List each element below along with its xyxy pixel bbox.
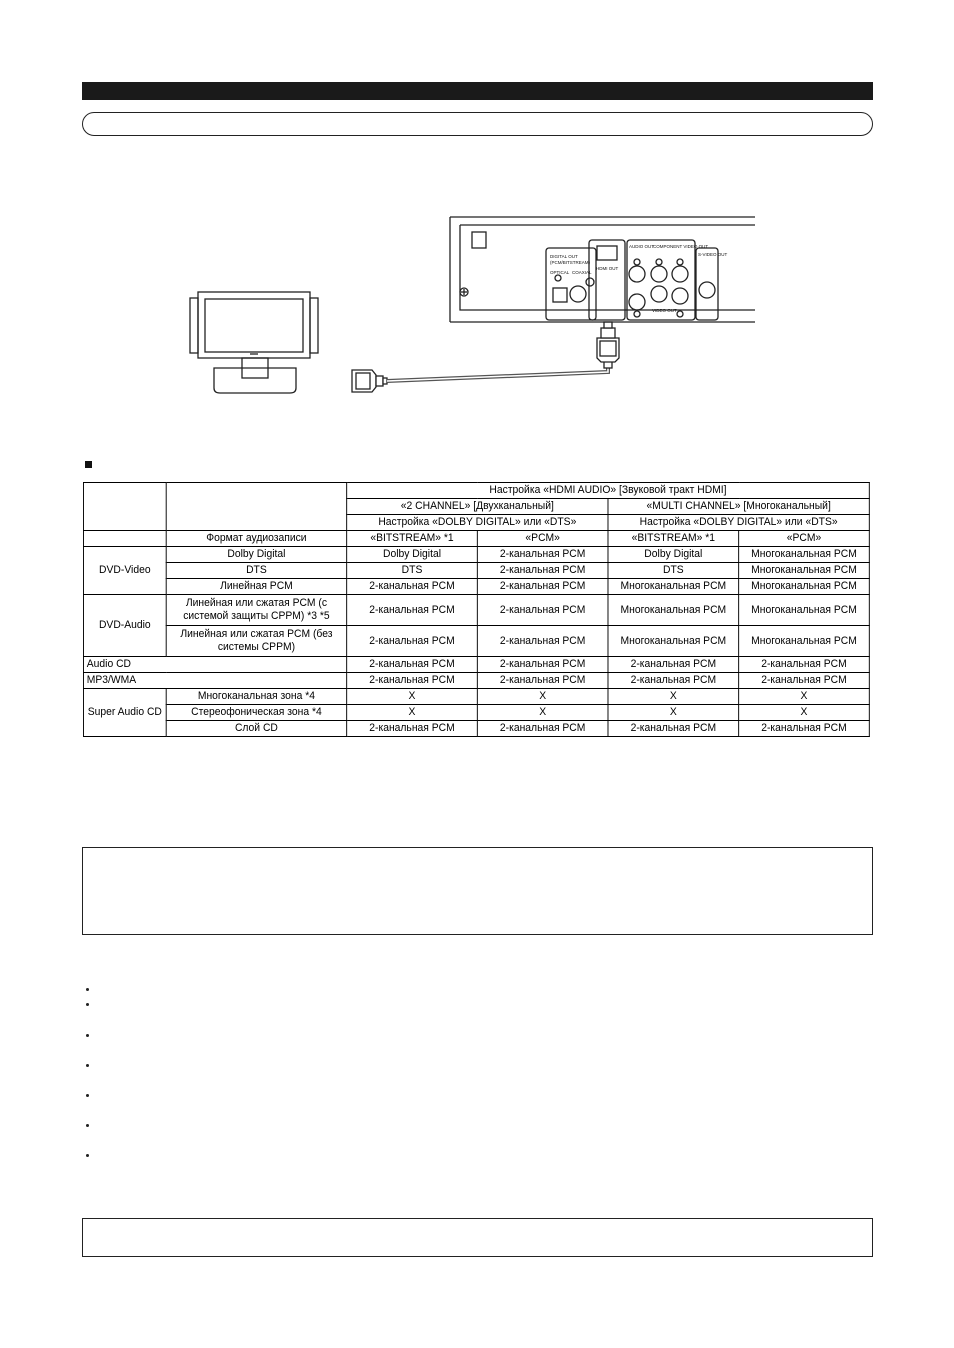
label-svideo-out: S-VIDEO OUT: [698, 252, 728, 257]
table-cell: 2-канальная PCM: [608, 721, 739, 737]
label-component-video-out: COMPONENT VIDEO OUT: [653, 244, 709, 249]
label-hdmi-out: HDMI OUT: [596, 266, 619, 271]
table-cell: Многоканальная PCM: [739, 626, 870, 657]
table-cell: Многоканальная PCM: [608, 579, 739, 595]
hdmi-plug-tv: [352, 370, 387, 392]
format-label: Формат аудиозаписи: [166, 531, 346, 547]
table-cell: Многоканальная PCM: [739, 579, 870, 595]
table-cell: 2-канальная PCM: [739, 721, 870, 737]
row-label: Линейная PCM: [166, 579, 346, 595]
label-digital-out-sub: (PCM/BITSTREAM): [550, 260, 590, 265]
table-cell: X: [347, 705, 478, 721]
table-cell: 2-канальная PCM: [477, 673, 608, 689]
empty-cell: [83, 531, 166, 547]
label-optical: OPTICAL: [550, 270, 570, 275]
table-cell: 2-канальная PCM: [608, 657, 739, 673]
dolby-setting-2ch: Настройка «DOLBY DIGITAL» или «DTS»: [347, 515, 608, 531]
section-title-frame: [82, 112, 873, 136]
table-cell: 2-канальная PCM: [739, 673, 870, 689]
table-cell: 2-канальная PCM: [477, 721, 608, 737]
group-dvd-video: DVD-Video: [83, 547, 166, 595]
table-cell: 2-канальная PCM: [347, 579, 478, 595]
table-top-header: Настройка «HDMI AUDIO» [Звуковой тракт HDMI]: [347, 483, 870, 499]
row-label: Стереофоническая зона *4: [166, 705, 346, 721]
note-box: [82, 847, 873, 935]
row-label: Слой CD: [166, 721, 346, 737]
table-cell: 2-канальная PCM: [347, 626, 478, 657]
table-cell: 2-канальная PCM: [347, 657, 478, 673]
note-box-bottom: [82, 1218, 873, 1257]
label-audio-out: AUDIO OUT: [629, 244, 655, 249]
table-cell: Многоканальная PCM: [608, 595, 739, 626]
table-cell: 2-канальная PCM: [477, 579, 608, 595]
bullet-dot: [86, 1003, 89, 1006]
bullet-dot: [86, 988, 89, 991]
table-cell: 2-канальная PCM: [477, 547, 608, 563]
table-cell: 2-канальная PCM: [347, 673, 478, 689]
table-cell: X: [608, 689, 739, 705]
row-label: Многоканальная зона *4: [166, 689, 346, 705]
section-bullet: [85, 461, 92, 468]
table-cell: 2-канальная PCM: [477, 657, 608, 673]
col-pcm-multi: «PCM»: [739, 531, 870, 547]
connection-diagram: [180, 210, 760, 410]
table-cell: 2-канальная PCM: [608, 673, 739, 689]
bullet-dot: [86, 1094, 89, 1097]
label-digital-out: DIGITAL OUT: [550, 254, 578, 259]
bullet-dot: [86, 1154, 89, 1157]
label-video-out: VIDEO OUT: [652, 308, 677, 313]
table-cell: X: [739, 705, 870, 721]
group-multi-header: «MULTI CHANNEL» [Многоканальный]: [608, 499, 869, 515]
table-cell: Многоканальная PCM: [739, 595, 870, 626]
table-cell: 2-канальная PCM: [739, 657, 870, 673]
table-cell: Dolby Digital: [608, 547, 739, 563]
bullet-dot: [86, 1124, 89, 1127]
table-cell: X: [347, 689, 478, 705]
table-cell: X: [477, 689, 608, 705]
bullet-dot: [86, 1034, 89, 1037]
table-cell: X: [477, 705, 608, 721]
dolby-setting-multi: Настройка «DOLBY DIGITAL» или «DTS»: [608, 515, 869, 531]
table-cell: DTS: [347, 563, 478, 579]
table-cell: 2-канальная PCM: [477, 563, 608, 579]
hdmi-audio-format-table: [83, 482, 870, 737]
table-cell: X: [608, 705, 739, 721]
table-cell: Многоканальная PCM: [608, 626, 739, 657]
table-cell: 2-канальная PCM: [347, 595, 478, 626]
row-label: DTS: [166, 563, 346, 579]
group-dvd-audio: DVD-Audio: [83, 595, 166, 657]
col-bitstream-2ch: «BITSTREAM» *1: [347, 531, 478, 547]
col-pcm-2ch: «PCM»: [477, 531, 608, 547]
header-bar: [82, 82, 873, 100]
hdmi-plug-player: [597, 322, 619, 368]
table-cell: Многоканальная PCM: [739, 563, 870, 579]
row-audio-cd: Audio CD: [83, 657, 346, 673]
group-sacd: Super Audio CD: [83, 689, 166, 737]
table-cell: Dolby Digital: [347, 547, 478, 563]
table-corner-cell: [83, 483, 166, 531]
table-cell: Многоканальная PCM: [739, 547, 870, 563]
table-cell: X: [739, 689, 870, 705]
group-2ch-header: «2 CHANNEL» [Двухканальный]: [347, 499, 608, 515]
label-coaxial: COAXIAL: [572, 270, 592, 275]
table-cell: DTS: [608, 563, 739, 579]
row-label: Линейная или сжатая PCM (без системы CPPM): [166, 626, 346, 657]
bullet-dot: [86, 1064, 89, 1067]
table-corner-cell-2: [166, 483, 346, 531]
row-mp3-wma: MP3/WMA: [83, 673, 346, 689]
table-cell: 2-канальная PCM: [477, 626, 608, 657]
table-cell: 2-канальная PCM: [477, 595, 608, 626]
table-cell: 2-канальная PCM: [347, 721, 478, 737]
tv-icon: [190, 292, 318, 393]
row-label: Линейная или сжатая PCM (с системой защиты CPPM) *3 *5: [166, 595, 346, 626]
row-label: Dolby Digital: [166, 547, 346, 563]
col-bitstream-multi: «BITSTREAM» *1: [608, 531, 739, 547]
